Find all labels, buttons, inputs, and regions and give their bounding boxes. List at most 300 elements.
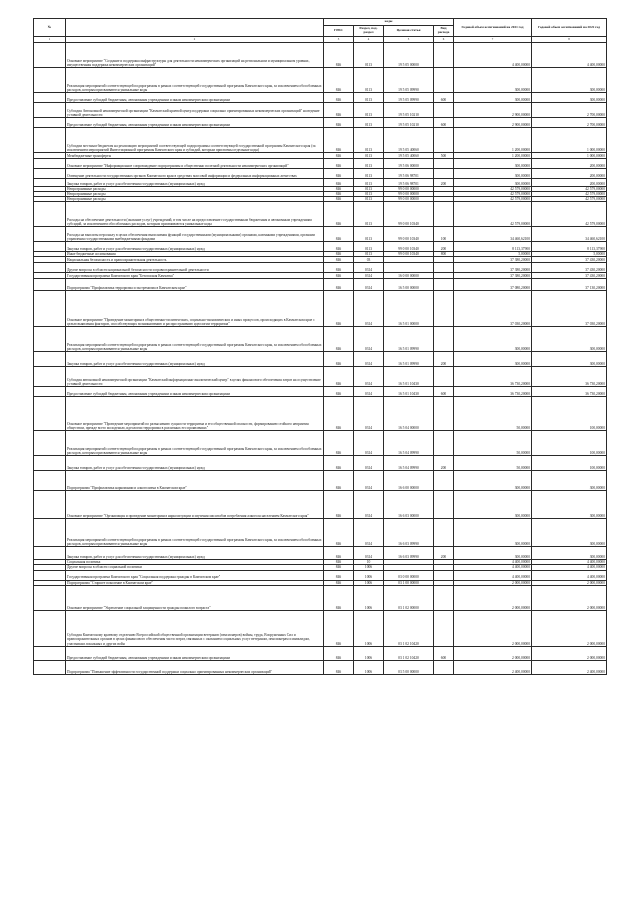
row-section-cell: 0113 bbox=[354, 192, 384, 197]
row-amount-2021-cell: 42 579,00000 bbox=[454, 197, 532, 202]
row-name-cell: Основное мероприятие "Проведение мониторинга общественно-политических, социально-экономических и иных процессов, происходящих в Камчатском крае с целью выявления факторов, способствующих возникновению и распространению идеологии терроризма" bbox=[66, 291, 324, 327]
row-name-cell: Подпрограмма "Повышение эффективности государственной поддержки социально ориентированных некоммерческих организаций" bbox=[66, 660, 324, 674]
row-amount-2021-cell: 37 080,20000 bbox=[454, 279, 532, 291]
row-amount-2022-cell: 1 000,00000 bbox=[532, 128, 607, 153]
row-grbs-cell: 846 bbox=[324, 202, 354, 227]
row-amount-2022-cell: 200,00000 bbox=[532, 159, 607, 169]
row-number-cell bbox=[34, 491, 66, 519]
row-section-cell: 0113 bbox=[354, 169, 384, 179]
row-amount-2022-cell: 37 430,20000 bbox=[532, 263, 607, 273]
row-target-cell: 16 5 04 09990 bbox=[384, 456, 434, 471]
row-section-cell: 0113 bbox=[354, 159, 384, 169]
row-section-cell: 0314 bbox=[354, 519, 384, 547]
row-amount-2022-cell: 300,00000 bbox=[532, 352, 607, 367]
row-amount-2022-cell: 8 113,37900 bbox=[532, 242, 607, 252]
row-name-cell: Предоставление субсидий бюджетным, автономным учреждениям и иным некоммерческим организациям bbox=[66, 93, 324, 103]
row-amount-2021-cell: 1 200,00000 bbox=[454, 153, 532, 159]
row-type-cell bbox=[434, 570, 454, 580]
row-number-cell bbox=[34, 128, 66, 153]
table-row bbox=[34, 118, 607, 128]
row-type-cell bbox=[434, 397, 454, 431]
row-target-cell bbox=[384, 263, 434, 273]
row-amount-2021-cell: 4 400,00000 bbox=[454, 570, 532, 580]
table-row bbox=[34, 263, 607, 273]
row-number-cell bbox=[34, 263, 66, 273]
row-type-cell: 100 bbox=[434, 227, 454, 242]
row-section-cell: 03 bbox=[354, 257, 384, 263]
row-section-cell: 1006 bbox=[354, 646, 384, 660]
table-row bbox=[34, 352, 607, 367]
table-row bbox=[34, 570, 607, 580]
row-amount-2022-cell: 2 700,00000 bbox=[532, 103, 607, 118]
row-name-cell: Предоставление субсидий бюджетным, автономным учреждениям и иным некоммерческим организациям bbox=[66, 387, 324, 397]
row-amount-2021-cell: 2 900,00000 bbox=[454, 118, 532, 128]
row-section-cell: 0113 bbox=[354, 242, 384, 252]
row-amount-2022-cell: 300,00000 bbox=[532, 519, 607, 547]
row-grbs-cell: 846 bbox=[324, 273, 354, 279]
row-amount-2021-cell: 42 579,00000 bbox=[454, 202, 532, 227]
row-number-cell bbox=[34, 118, 66, 128]
row-amount-2021-cell: 5,00000 bbox=[454, 252, 532, 257]
row-type-cell: 200 bbox=[434, 456, 454, 471]
row-type-cell: 200 bbox=[434, 352, 454, 367]
header-2021: Годовой объем ассигнований на 2021 год bbox=[454, 19, 532, 37]
row-type-cell: 600 bbox=[434, 646, 454, 660]
row-number-cell bbox=[34, 387, 66, 397]
row-type-cell bbox=[434, 660, 454, 674]
row-grbs-cell: 846 bbox=[324, 242, 354, 252]
row-type-cell bbox=[434, 471, 454, 491]
row-type-cell: 200 bbox=[434, 242, 454, 252]
table-row bbox=[34, 367, 607, 387]
row-amount-2022-cell: 100,00000 bbox=[532, 456, 607, 471]
row-amount-2021-cell: 2 000,00000 bbox=[454, 580, 532, 585]
row-number-cell bbox=[34, 68, 66, 93]
row-section-cell: 0314 bbox=[354, 547, 384, 560]
row-target-cell: 19 5 05 10210 bbox=[384, 103, 434, 118]
row-number-cell bbox=[34, 103, 66, 118]
row-grbs-cell: 846 bbox=[324, 565, 354, 570]
row-section-cell: 0113 bbox=[354, 103, 384, 118]
row-grbs-cell: 846 bbox=[324, 169, 354, 179]
row-type-cell bbox=[434, 519, 454, 547]
table-row bbox=[34, 279, 607, 291]
row-grbs-cell: 846 bbox=[324, 153, 354, 159]
row-name-cell: Непрограммные расходы bbox=[66, 187, 324, 192]
row-type-cell bbox=[434, 291, 454, 327]
row-name-cell: Расходы на обеспечение деятельности (оказание услуг) учреждений, в том числе на предоставление государственным бюджетным и автономным учреждениям субсидий, за исключением обособленных расходов, которым присваиваются уникальные коды bbox=[66, 202, 324, 227]
row-name-cell: Предоставление субсидий бюджетным, автономным учреждениям и иным некоммерческим организациям bbox=[66, 646, 324, 660]
row-target-cell: 16 5 04 09990 bbox=[384, 431, 434, 456]
row-amount-2021-cell: 2 000,00000 bbox=[454, 610, 532, 646]
row-amount-2021-cell: 8 113,37900 bbox=[454, 242, 532, 252]
row-type-cell bbox=[434, 610, 454, 646]
row-grbs-cell: 846 bbox=[324, 610, 354, 646]
index-cell: 3 bbox=[324, 37, 354, 43]
row-name-cell: Расходы на выплаты персоналу в целях обеспечения выполнения функций государственными (муниципальными) органами, казенными учреждениями, органами управления государственными внебюджетными фондами bbox=[66, 227, 324, 242]
row-amount-2021-cell: 42 579,00000 bbox=[454, 187, 532, 192]
row-amount-2022-cell: 37 430,20000 bbox=[532, 273, 607, 279]
row-section-cell: 1006 bbox=[354, 580, 384, 585]
row-target-cell: 16 5 01 09990 bbox=[384, 327, 434, 352]
table-row bbox=[34, 660, 607, 674]
row-amount-2021-cell: 300,00000 bbox=[454, 519, 532, 547]
table-row bbox=[34, 456, 607, 471]
table-row bbox=[34, 387, 607, 397]
row-target-cell: 19 5 05 09990 bbox=[384, 93, 434, 103]
row-section-cell: 0113 bbox=[354, 227, 384, 242]
row-amount-2021-cell: 37 380,20000 bbox=[454, 263, 532, 273]
row-grbs-cell: 846 bbox=[324, 263, 354, 273]
row-grbs-cell: 846 bbox=[324, 327, 354, 352]
row-target-cell: 99 0 00 10340 bbox=[384, 242, 434, 252]
row-number-cell bbox=[34, 397, 66, 431]
row-section-cell: 0314 bbox=[354, 471, 384, 491]
row-target-cell: 19 5 06 00000 bbox=[384, 159, 434, 169]
row-target-cell: 19 5 06 98701 bbox=[384, 179, 434, 187]
header-section: Раздел, под-раздел bbox=[354, 26, 384, 37]
row-section-cell: 0314 bbox=[354, 273, 384, 279]
row-amount-2021-cell: 300,00000 bbox=[454, 68, 532, 93]
row-section-cell: 0113 bbox=[354, 187, 384, 192]
index-cell: 7 bbox=[454, 37, 532, 43]
row-grbs-cell: 846 bbox=[324, 580, 354, 585]
row-section-cell: 0113 bbox=[354, 93, 384, 103]
table-row bbox=[34, 585, 607, 610]
row-grbs-cell: 846 bbox=[324, 585, 354, 610]
row-grbs-cell: 846 bbox=[324, 471, 354, 491]
row-section-cell: 0314 bbox=[354, 352, 384, 367]
table-row bbox=[34, 610, 607, 646]
row-amount-2022-cell: 300,00000 bbox=[532, 471, 607, 491]
row-grbs-cell: 846 bbox=[324, 491, 354, 519]
row-amount-2021-cell: 50,00000 bbox=[454, 431, 532, 456]
row-target-cell: 99 0 00 10340 bbox=[384, 202, 434, 227]
row-name-cell: Закупка товаров, работ и услуг для обеспечения государственных (муниципальных) нужд bbox=[66, 456, 324, 471]
table-row bbox=[34, 93, 607, 103]
row-type-cell bbox=[434, 103, 454, 118]
row-grbs-cell: 846 bbox=[324, 187, 354, 192]
row-target-cell: 19 5 05 00000 bbox=[384, 43, 434, 68]
row-section-cell: 1006 bbox=[354, 565, 384, 570]
row-name-cell: Закупка товаров, работ и услуг для обеспечения государственных (муниципальных) нужд bbox=[66, 179, 324, 187]
row-grbs-cell: 846 bbox=[324, 352, 354, 367]
row-name-cell: Другие вопросы в области социальной политики bbox=[66, 565, 324, 570]
row-grbs-cell: 846 bbox=[324, 431, 354, 456]
row-name-cell: Субсидия Автономной некоммерческой организации "Камчатский краевой центр поддержки социально ориентированных некоммерческих организаций" на ведение уставной деятельности bbox=[66, 103, 324, 118]
row-section-cell: 0113 bbox=[354, 118, 384, 128]
row-grbs-cell: 846 bbox=[324, 660, 354, 674]
row-target-cell: 16 5 01 00000 bbox=[384, 291, 434, 327]
index-cell: 4 bbox=[354, 37, 384, 43]
row-type-cell bbox=[434, 263, 454, 273]
row-amount-2021-cell: 42 579,00000 bbox=[454, 192, 532, 197]
table-row bbox=[34, 431, 607, 456]
row-amount-2022-cell: 200,00000 bbox=[532, 169, 607, 179]
row-target-cell: 16 5 01 10430 bbox=[384, 387, 434, 397]
row-amount-2022-cell: 300,00000 bbox=[532, 327, 607, 352]
row-grbs-cell: 846 bbox=[324, 456, 354, 471]
header-codes: коды bbox=[324, 19, 454, 26]
row-section-cell: 0113 bbox=[354, 68, 384, 93]
row-grbs-cell: 846 bbox=[324, 519, 354, 547]
row-number-cell bbox=[34, 431, 66, 456]
row-number-cell bbox=[34, 471, 66, 491]
row-type-cell bbox=[434, 491, 454, 519]
row-type-cell bbox=[434, 279, 454, 291]
row-grbs-cell: 846 bbox=[324, 118, 354, 128]
row-grbs-cell: 846 bbox=[324, 192, 354, 197]
row-section-cell: 0314 bbox=[354, 327, 384, 352]
table-header bbox=[34, 19, 607, 43]
row-amount-2022-cell: 2 000,00000 bbox=[532, 610, 607, 646]
row-section-cell: 0314 bbox=[354, 263, 384, 273]
row-amount-2021-cell: 1 200,00000 bbox=[454, 128, 532, 153]
row-number-cell bbox=[34, 519, 66, 547]
row-section-cell: 0113 bbox=[354, 252, 384, 257]
row-amount-2021-cell: 300,00000 bbox=[454, 159, 532, 169]
row-grbs-cell: 846 bbox=[324, 179, 354, 187]
row-amount-2021-cell: 2 000,00000 bbox=[454, 646, 532, 660]
row-target-cell: 03 1 00 00000 bbox=[384, 580, 434, 585]
row-type-cell bbox=[434, 367, 454, 387]
row-name-cell: Реализация мероприятий соответствующей подпрограммы в рамках соответствующей государственной программы Камчатского края, за исключением обособленных расходов, которым присваиваются уникальные коды bbox=[66, 327, 324, 352]
row-grbs-cell: 846 bbox=[324, 387, 354, 397]
row-target-cell: 03 0 00 00000 bbox=[384, 570, 434, 580]
row-amount-2022-cell: 1 000,00000 bbox=[532, 153, 607, 159]
row-target-cell: 99 0 00 00000 bbox=[384, 192, 434, 197]
row-amount-2021-cell: 300,00000 bbox=[454, 547, 532, 560]
row-section-cell: 0314 bbox=[354, 291, 384, 327]
row-name-cell: Закупка товаров, работ и услуг для обеспечения государственных (муниципальных) нужд bbox=[66, 242, 324, 252]
row-amount-2022-cell: 300,00000 bbox=[532, 68, 607, 93]
row-name-cell: Основное мероприятие "Укрепление социальной защищенности граждан пожилого возраста" bbox=[66, 585, 324, 610]
table-row bbox=[34, 291, 607, 327]
row-name-cell: Реализация мероприятий соответствующей подпрограммы в рамках соответствующей государственной программы Камчатского края, за исключением обособленных расходов, которым присваиваются уникальные коды bbox=[66, 431, 324, 456]
row-amount-2021-cell: 37 380,20000 bbox=[454, 273, 532, 279]
table-row bbox=[34, 519, 607, 547]
row-name-cell: Непрограммные расходы bbox=[66, 197, 324, 202]
row-type-cell: 600 bbox=[434, 387, 454, 397]
row-type-cell bbox=[434, 68, 454, 93]
row-amount-2022-cell: 42 579,00000 bbox=[532, 192, 607, 197]
table-row bbox=[34, 128, 607, 153]
row-name-cell: Подпрограмма "Профилактика терроризма и экстремизма в Камчатском крае" bbox=[66, 279, 324, 291]
row-number-cell bbox=[34, 456, 66, 471]
row-amount-2022-cell: 200,00000 bbox=[532, 179, 607, 187]
row-amount-2021-cell: 300,00000 bbox=[454, 491, 532, 519]
row-amount-2022-cell: 300,00000 bbox=[532, 491, 607, 519]
row-grbs-cell: 846 bbox=[324, 252, 354, 257]
table-body bbox=[34, 43, 607, 675]
index-cell: 6 bbox=[434, 37, 454, 43]
row-amount-2021-cell: 300,00000 bbox=[454, 179, 532, 187]
row-name-cell: Реализация мероприятий соответствующей подпрограммы в рамках соответствующей государственной программы Камчатского края, за исключением обособленных расходов, которым присваиваются уникальные коды bbox=[66, 68, 324, 93]
row-grbs-cell: 846 bbox=[324, 547, 354, 560]
row-target-cell: 16 6 00 00000 bbox=[384, 471, 434, 491]
row-amount-2022-cell: 4 400,00000 bbox=[532, 43, 607, 68]
row-amount-2022-cell: 2 000,00000 bbox=[532, 580, 607, 585]
row-amount-2022-cell: 42 579,00000 bbox=[532, 197, 607, 202]
table-row bbox=[34, 397, 607, 431]
row-amount-2021-cell: 36 730,20000 bbox=[454, 387, 532, 397]
row-target-cell: 16 5 04 00000 bbox=[384, 397, 434, 431]
row-amount-2022-cell: 300,00000 bbox=[532, 93, 607, 103]
row-number-cell bbox=[34, 291, 66, 327]
row-target-cell: 19 5 06 98701 bbox=[384, 169, 434, 179]
table-row bbox=[34, 43, 607, 68]
row-target-cell: 99 0 00 10340 bbox=[384, 227, 434, 242]
row-name-cell: Другие вопросы в области национальной безопасности и правоохранительной деятельности bbox=[66, 263, 324, 273]
row-amount-2022-cell: 2 000,00000 bbox=[532, 585, 607, 610]
row-grbs-cell: 846 bbox=[324, 93, 354, 103]
row-section-cell: 0314 bbox=[354, 491, 384, 519]
row-amount-2021-cell: 37 030,20000 bbox=[454, 291, 532, 327]
row-amount-2021-cell: 36 730,20000 bbox=[454, 367, 532, 387]
row-target-cell: 16 0 00 00000 bbox=[384, 273, 434, 279]
row-name-cell: Национальная безопасность и правоохранительная деятельность bbox=[66, 257, 324, 263]
header-target: Целевая статья bbox=[384, 26, 434, 37]
row-section-cell: 0314 bbox=[354, 431, 384, 456]
row-amount-2021-cell: 4 400,00000 bbox=[454, 565, 532, 570]
row-amount-2021-cell: 34 460,62100 bbox=[454, 227, 532, 242]
row-name-cell: Непрограммные расходы bbox=[66, 192, 324, 197]
row-number-cell bbox=[34, 43, 66, 68]
index-cell: 8 bbox=[532, 37, 607, 43]
row-grbs-cell: 846 bbox=[324, 397, 354, 431]
row-amount-2022-cell: 42 579,00000 bbox=[532, 187, 607, 192]
row-name-cell: Субсидия Камчатскому краевому отделению Всероссийской общественной организации ветеранов (пенсионеров) войны, труда, Вооруженных Сил и правоохранительных органов в целях финансового обеспечения части затрат, связанных с оказанием социальных услуг ветеранам, пенсионерам и инвалидам, участникам локальных и других войн bbox=[66, 610, 324, 646]
row-number-cell bbox=[34, 179, 66, 187]
row-name-cell: Основное мероприятие "Информационное сопровождение подпрограммы и общественно полезной деятельности некоммерческих организаций" bbox=[66, 159, 324, 169]
row-amount-2022-cell: 37 430,20000 bbox=[532, 257, 607, 263]
table-row bbox=[34, 202, 607, 227]
row-amount-2022-cell: 42 579,00000 bbox=[532, 202, 607, 227]
row-section-cell: 0314 bbox=[354, 367, 384, 387]
row-grbs-cell: 846 bbox=[324, 646, 354, 660]
row-name-cell: Основное мероприятие "Создание и поддержка инфраструктуры для деятельности некоммерческих организаций на региональном и муниципальном уровнях, имущественная поддержка некоммерческих организаций" bbox=[66, 43, 324, 68]
table-row bbox=[34, 227, 607, 242]
index-cell: 5 bbox=[384, 37, 434, 43]
table-row bbox=[34, 103, 607, 118]
row-number-cell bbox=[34, 169, 66, 179]
row-type-cell: 500 bbox=[434, 153, 454, 159]
row-section-cell: 10 bbox=[354, 560, 384, 565]
table-row bbox=[34, 646, 607, 660]
row-name-cell: Подпрограмма "Старшее поколение в Камчатском крае" bbox=[66, 580, 324, 585]
row-amount-2021-cell: 50,00000 bbox=[454, 456, 532, 471]
row-number-cell bbox=[34, 570, 66, 580]
table-row bbox=[34, 169, 607, 179]
row-section-cell: 0113 bbox=[354, 197, 384, 202]
row-number-cell bbox=[34, 585, 66, 610]
row-amount-2021-cell: 4 400,00000 bbox=[454, 560, 532, 565]
row-section-cell: 0314 bbox=[354, 456, 384, 471]
row-type-cell bbox=[434, 128, 454, 153]
row-section-cell: 1006 bbox=[354, 570, 384, 580]
row-type-cell: 600 bbox=[434, 93, 454, 103]
row-type-cell bbox=[434, 202, 454, 227]
row-amount-2022-cell: 2 400,00000 bbox=[532, 660, 607, 674]
table-row bbox=[34, 491, 607, 519]
row-amount-2022-cell: 100,00000 bbox=[532, 431, 607, 456]
row-number-cell bbox=[34, 159, 66, 169]
row-section-cell: 1006 bbox=[354, 585, 384, 610]
table-row bbox=[34, 179, 607, 187]
table-row bbox=[34, 471, 607, 491]
row-amount-2022-cell: 300,00000 bbox=[532, 547, 607, 560]
row-type-cell bbox=[434, 159, 454, 169]
row-section-cell: 1006 bbox=[354, 610, 384, 646]
row-grbs-cell: 846 bbox=[324, 560, 354, 565]
row-amount-2022-cell: 2 000,00000 bbox=[532, 646, 607, 660]
row-grbs-cell: 846 bbox=[324, 257, 354, 263]
row-number-cell bbox=[34, 367, 66, 387]
row-amount-2021-cell: 50,00000 bbox=[454, 397, 532, 431]
row-amount-2021-cell: 300,00000 bbox=[454, 327, 532, 352]
row-amount-2021-cell: 300,00000 bbox=[454, 93, 532, 103]
header-grbs: ГРБС bbox=[324, 26, 354, 37]
row-type-cell: 600 bbox=[434, 118, 454, 128]
row-grbs-cell: 846 bbox=[324, 68, 354, 93]
row-name-cell: Субсидии местным бюджетам на реализацию мероприятий соответствующей подпрограммы соответствующей государственной программы Камчатского края (за исключением мероприятий Инвестиционной программы Камчатского края и субсидий, которым присвоены отдельные коды) bbox=[66, 128, 324, 153]
row-name-cell: Реализация мероприятий соответствующей подпрограммы в рамках соответствующей государственной программы Камчатского края, за исключением обособленных расходов, которым присваиваются уникальные коды bbox=[66, 519, 324, 547]
row-amount-2022-cell: 36 730,20000 bbox=[532, 367, 607, 387]
table-row bbox=[34, 68, 607, 93]
header-type: Вид расхода bbox=[434, 26, 454, 37]
row-name-cell: Закупка товаров, работ и услуг для обеспечения государственных (муниципальных) нужд bbox=[66, 547, 324, 560]
row-target-cell: 99 0 00 00000 bbox=[384, 187, 434, 192]
row-target-cell: 03 5 00 00000 bbox=[384, 660, 434, 674]
row-name-cell: Закупка товаров, работ и услуг для обеспечения государственных (муниципальных) нужд bbox=[66, 352, 324, 367]
row-number-cell bbox=[34, 202, 66, 227]
row-target-cell: 03 1 02 00000 bbox=[384, 585, 434, 610]
row-amount-2021-cell: 2 900,00000 bbox=[454, 103, 532, 118]
header-name bbox=[66, 19, 324, 37]
row-target-cell: 19 5 05 10210 bbox=[384, 118, 434, 128]
row-target-cell: 16 6 03 09990 bbox=[384, 547, 434, 560]
row-name-cell: Иные бюджетные ассигнования bbox=[66, 252, 324, 257]
row-target-cell: 99 0 00 10340 bbox=[384, 252, 434, 257]
row-target-cell: 03 1 02 10420 bbox=[384, 646, 434, 660]
row-amount-2022-cell: 37 030,20000 bbox=[532, 291, 607, 327]
row-target-cell: 16 5 00 00000 bbox=[384, 279, 434, 291]
row-number-cell bbox=[34, 646, 66, 660]
row-amount-2021-cell: 2 000,00000 bbox=[454, 585, 532, 610]
row-amount-2021-cell: 300,00000 bbox=[454, 169, 532, 179]
row-number-cell bbox=[34, 547, 66, 560]
row-number-cell bbox=[34, 327, 66, 352]
row-number-cell bbox=[34, 279, 66, 291]
row-grbs-cell: 846 bbox=[324, 367, 354, 387]
row-name-cell: Основное мероприятие "Организация и проведение мониторинга наркоситуации и изучения масштабов потребления алкоголя населением Камчатского края" bbox=[66, 491, 324, 519]
row-amount-2022-cell: 34 460,62100 bbox=[532, 227, 607, 242]
row-grbs-cell: 846 bbox=[324, 570, 354, 580]
row-target-cell: 99 0 00 00000 bbox=[384, 197, 434, 202]
row-name-cell: Основное мероприятие "Проведение мероприятий по разъяснению сущности терроризма и его общественной опасности, формированию стойкого неприятия обществом, прежде всего молодежью, идеологии терроризма в различных его проявлениях" bbox=[66, 397, 324, 431]
row-section-cell: 0113 bbox=[354, 128, 384, 153]
row-amount-2022-cell: 5,00000 bbox=[532, 252, 607, 257]
row-target-cell: 16 6 03 09990 bbox=[384, 519, 434, 547]
row-section-cell: 0314 bbox=[354, 387, 384, 397]
row-number-cell bbox=[34, 352, 66, 367]
row-section-cell: 0314 bbox=[354, 279, 384, 291]
row-type-cell bbox=[434, 327, 454, 352]
row-amount-2021-cell: 4 400,00000 bbox=[454, 43, 532, 68]
row-amount-2021-cell: 37 380,20000 bbox=[454, 257, 532, 263]
index-cell: 2 bbox=[66, 37, 324, 43]
row-type-cell bbox=[434, 431, 454, 456]
